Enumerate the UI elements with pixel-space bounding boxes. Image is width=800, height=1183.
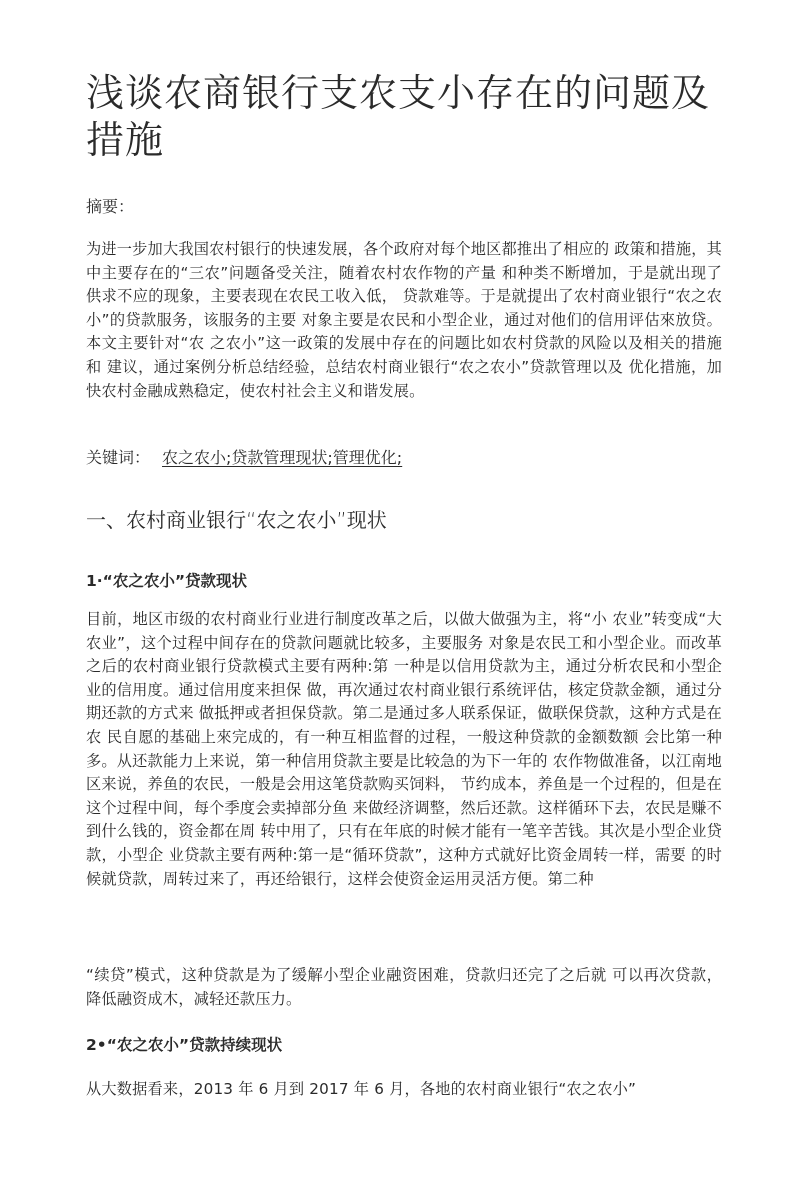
keywords-line — [86, 447, 402, 469]
section-heading: 一、农村商业银行“农之农小”现状 — [86, 508, 387, 532]
abstract-label: 摘要： — [86, 197, 135, 216]
keywords-label: 关键词： — [86, 448, 151, 467]
body-paragraph: 目前，地区市级的农村商业行业进行制度改革之后，以做大做强为主，将“小 农业”转变成“大农业”，这个过程中间存在的贷款问题就比较多，主要服务 对象是农民工和小型企业。而改革之后的农村商业银行贷款模式主要有两种:第 一种是以信用贷款为主，通过分析农民和小型企业的信用度。通过信用度来担保 做，再次通过农村商业银行系统评估，核定贷款金额，通过分期还款的方式来 做抵押或者担保贷款。第二是通过多人联系保证，做联保贷款，这种方式是在农 民自愿的基础上來完成的，有一种互相监督的过程，一般这种贷款的金额数额 会比第一种多。从还款能力上来说，第一种信用贷款主要是比较急的为下一年的 农作物做准备，以江南地区来说，养鱼的农民，一般是会用这笔贷款购买饲料， 节约成本，养鱼是一个过程的，但是在这个过程中间，每个季度会卖掉部分鱼 来做经济调整，然后还款。这样循环下去，农民是赚不到什么钱的，资金都在周 转中用了，只有在年底的时候才能有一笔辛苦钱。其次是小型企业贷款，小型企 业贷款主要有两种:第一是“循环贷款”，这种方式就好比资金周转一样，需要 的时候就贷款，周转过来了，再还给银行，这样会使资金运用灵活方便。第二种 — [86, 610, 722, 888]
document-title: 浅谈农商银行支农支小存在的问题及措施 — [86, 71, 711, 162]
abstract-text: 为进一步加大我国农村银行的快速发展，各个政府对每个地区都推出了相应的 政策和措施，其中主要存在的“三农”问题备受关注，随着农村农作物的产量 和种类不断增加，于是就出现了供求不应的现象，主要表现在农民工收入低， 贷款难等。于是就提出了农村商业银行“农之农小”的贷款服务，该服务的主要 对象主要是农民和小型企业，通过对他们的信用评估來放贷。本文主要针对“农 之农小”这一政策的发展中存在的问题比如农村贷款的风险以及相关的措施和 建议，通过案例分析总结经验，总结农村商业银行“农之农小”贷款管理以及 优化措施，加快农村金融成熟稳定，使农村社会主义和谐发展。 — [86, 240, 722, 400]
keywords-value: 农之农小;贷款管理现状;管理优化; — [162, 448, 403, 467]
subsection-heading-1: 1·“农之农小”贷款现状 — [86, 572, 248, 590]
body-paragraph: “续贷”模式，这种贷款是为了缓解小型企业融资困难，贷款归还完了之后就 可以再次贷款，降低融资成木，减轻还款压力。 — [86, 966, 722, 1008]
body-paragraph: 从大数据看来，2013 年 6 月到 2017 年 6 月，各地的农村商业银行“农之农小” — [86, 1080, 637, 1098]
subsection-heading-2: 2•“农之农小”贷款持续现状 — [86, 1036, 283, 1054]
